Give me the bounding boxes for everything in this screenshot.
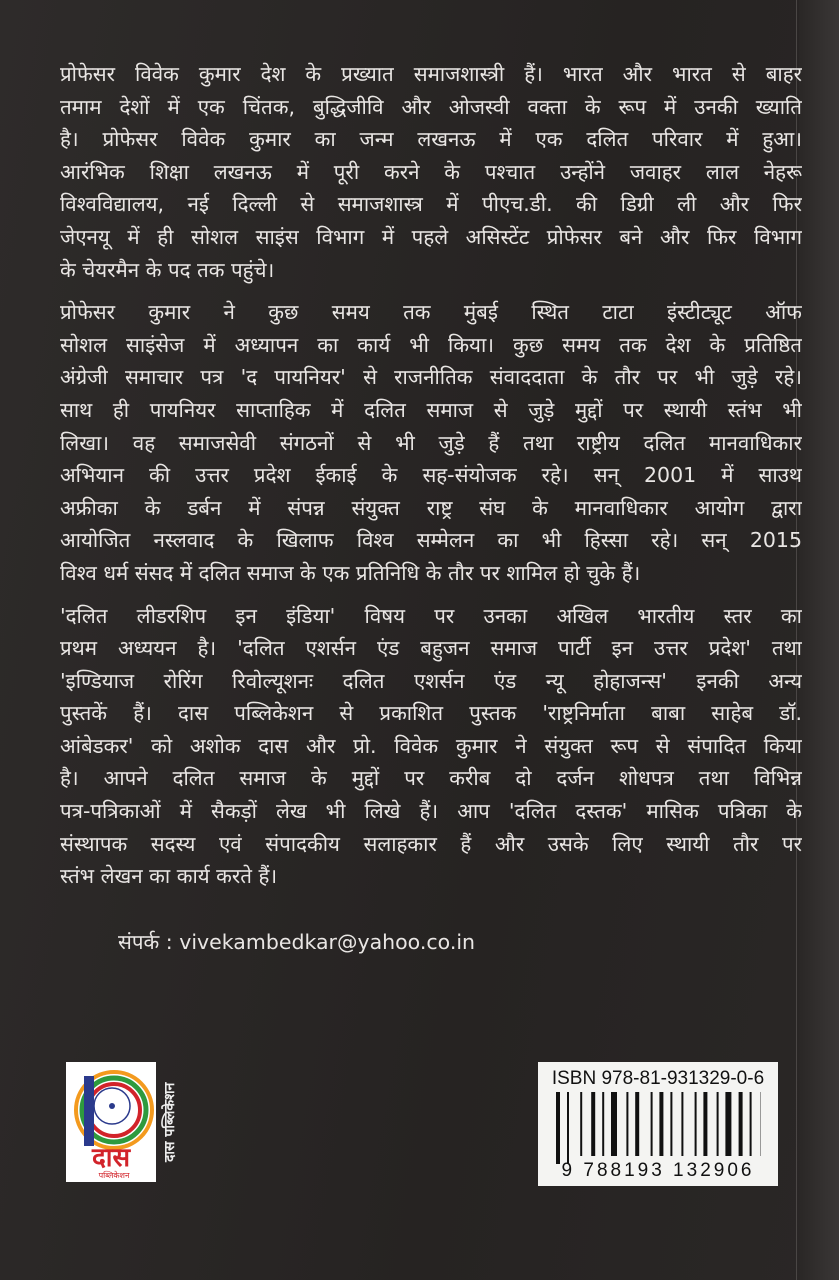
text-line: प्रथम अध्ययन है। 'दलित एशर्सन एंड बहुजन समाज पार्टी इन उत्तर प्रदेश' तथा xyxy=(60,636,802,661)
text-line: सोशल साइंसेज में अध्यापन का कार्य भी किया। कुछ समय तक देश के प्रतिष्ठित xyxy=(60,332,802,357)
text-line: आयोजित नस्लवाद के खिलाफ विश्व सम्मेलन का भी हिस्सा रहे। सन् 2015 xyxy=(60,528,802,553)
text-line: आरंभिक शिक्षा लखनऊ में पूरी करने के पश्चात उन्होंने जवाहर लाल नेहरू xyxy=(60,159,802,184)
author-bio xyxy=(60,58,802,903)
barcode-digits: 9 788193 132906 xyxy=(561,1160,755,1181)
barcode-bar xyxy=(681,1092,683,1156)
barcode-bar xyxy=(750,1092,752,1156)
text-line: आंबेडकर' को अशोक दास और प्रो. विवेक कुमार ने संयुक्त रूप से संपादित किया xyxy=(60,733,802,758)
contact-line xyxy=(118,928,475,956)
barcode-bar xyxy=(659,1092,663,1156)
text-line: अंग्रेजी समाचार पत्र 'द पायनियर' से राजनीतिक संवाददाता के तौर पर भी जुड़े रहे। xyxy=(60,365,802,390)
barcode-bar xyxy=(725,1092,731,1156)
text-line: है। आपने दलित समाज के मुद्दों पर करीब दो दर्जन शोधपत्र तथा विभिन्न xyxy=(60,766,802,791)
text-line: संस्थापक सदस्य एवं संपादकीय सलाहकार हैं और उसके लिए स्थायी तौर पर xyxy=(60,831,802,856)
barcode-bar xyxy=(602,1092,604,1156)
contact-label: संपर्क : xyxy=(118,930,173,954)
barcode-bar xyxy=(611,1092,617,1156)
text-line: जेएनयू में ही सोशल साइंस विभाग में पहले असिस्टेंट प्रोफेसर बने और फिर विभाग xyxy=(60,224,802,249)
barcode-bars xyxy=(556,1092,761,1164)
isbn-number: ISBN 978-81-931329-0-6 xyxy=(551,1068,765,1089)
cover-edge xyxy=(799,0,839,1280)
text-line: विश्वविद्यालय, नई दिल्ली से समाजशास्त्र में पीएच.डी. की डिग्री ली और फिर xyxy=(60,192,802,217)
text-line: प्रोफेसर विवेक कुमार देश के प्रख्यात समाजशास्त्री हैं। भारत और भारत से बाहर xyxy=(60,62,802,86)
barcode-bar xyxy=(580,1092,582,1156)
text-line: अभियान की उत्तर प्रदेश ईकाई के सह-संयोजक रहे। सन् 2001 में साउथ xyxy=(60,463,802,488)
text-line: स्तंभ लेखन का कार्य करते हैं। xyxy=(60,864,278,889)
logo-text: दास xyxy=(91,1143,131,1173)
barcode-bar xyxy=(703,1092,707,1156)
barcode-bar xyxy=(591,1092,595,1156)
text-line: 'इण्डियाज रोरिंग रिवोल्यूशनः दलित एशर्सन एंड न्यू होहाजन्स' इनकी अन्य xyxy=(60,668,802,693)
barcode-bar xyxy=(635,1092,639,1156)
text-line: अफ्रीका के डर्बन में संपन्न संयुक्त राष्ट्र संघ के मानवाधिकार आयोग द्वारा xyxy=(60,495,802,520)
bio-paragraph xyxy=(60,58,802,286)
barcode-bar xyxy=(717,1092,719,1156)
text-line: है। प्रोफेसर विवेक कुमार का जन्म लखनऊ में एक दलित परिवार में हुआ। xyxy=(60,127,802,152)
text-line: विश्व धर्म संसद में दलित समाज के एक प्रतिनिधि के तौर पर शामिल हो चुके हैं। xyxy=(60,560,641,585)
text-line: प्रोफेसर कुमार ने कुछ समय तक मुंबई स्थित टाटा इंस्टीट्यूट ऑफ xyxy=(60,300,802,325)
publisher-logo xyxy=(66,1062,156,1182)
text-line: साथ ही पायनियर साप्ताहिक में दलित समाज से जुड़े मुद्दों पर स्थायी स्तंभ भी xyxy=(60,397,802,422)
bio-paragraph xyxy=(60,296,802,589)
barcode-bar xyxy=(556,1092,560,1164)
text-line: पत्र-पत्रिकाओं में सैकड़ों लेख भी लिखे हैं। आप 'दलित दस्तक' मासिक पत्रिका के xyxy=(60,799,802,824)
isbn-barcode xyxy=(538,1062,778,1186)
text-line: के चेयरमैन के पद तक पहुंचे। xyxy=(60,257,275,282)
text-line: पुस्तकें हैं। दास पब्लिकेशन से प्रकाशित पुस्तक 'राष्ट्रनिर्माता बाबा साहेब डॉ. xyxy=(60,701,802,726)
barcode-bar xyxy=(567,1092,569,1164)
text-line: 'दलित लीडरशिप इन इंडिया' विषय पर उनका अखिल भारतीय स्तर का xyxy=(60,603,802,628)
publisher-name: दास पब्लिकेशन xyxy=(162,1082,178,1162)
text-line: लिखा। वह समाजसेवी संगठनों से भी जुड़े हैं तथा राष्ट्रीय दलित मानवाधिकार xyxy=(60,430,802,455)
text-line: तमाम देशों में एक चिंतक, बुद्धिजीवि और ओजस्वी वक्ता के रूप में उनकी ख्याति xyxy=(60,94,802,119)
contact-email: vivekambedkar@yahoo.co.in xyxy=(179,930,476,954)
barcode-bar xyxy=(670,1092,672,1156)
barcode-bar xyxy=(695,1092,697,1156)
barcode-bar xyxy=(651,1092,653,1156)
logo-sub: पब्लिकेशन xyxy=(98,1171,130,1180)
barcode-bar xyxy=(626,1092,628,1156)
barcode-bar xyxy=(739,1092,743,1156)
bio-paragraph xyxy=(60,600,802,893)
